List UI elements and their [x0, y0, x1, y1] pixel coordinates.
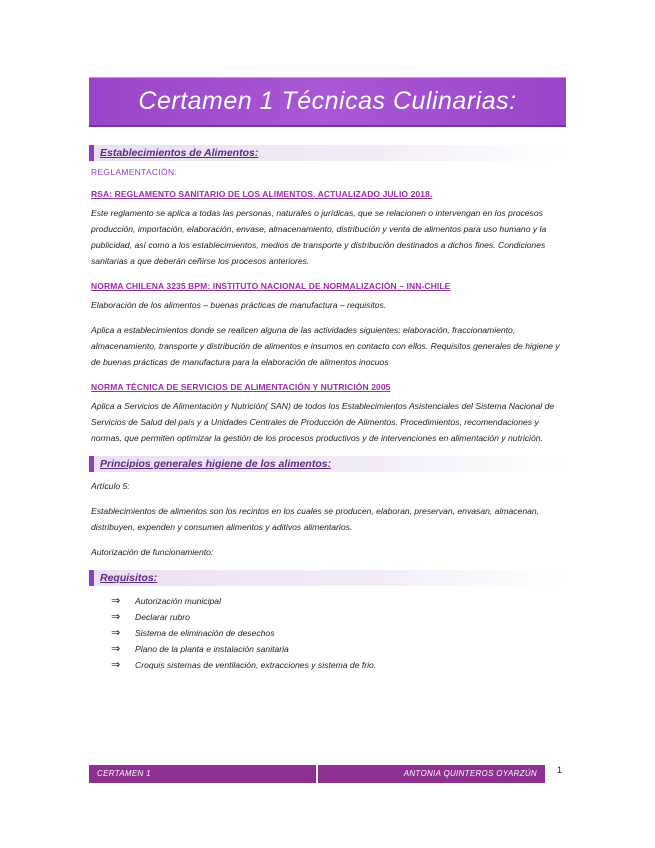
list-item: [111, 593, 566, 609]
norma-tecnica-paragraph: Aplica a Servicios de Alimentación y Nutrición( SAN) de todos los Establecimientos Asistenciales del Sistema Nacional de Servicios de Salud del país y a Unidades Centrales de Producción de Alimentos. Procedimientos, recomendaciones y normas, que permiten optimizar la gestión de los procesos productivos y de intervenciones en alimentación y nutrición.: [91, 401, 555, 443]
rsa-paragraph: Este reglamento se aplica a todas las personas, naturales o jurídicas, que se relacionen o intervengan en los procesos producción, importación, elaboración, envase, almacenamiento, distribución y venta de alimentos para uso humano y la publicidad, así como a los establecimientos, medios de transporte y distribución destinados a dichos fines. Condiciones sanitarias a que deberán ceñirse los procesos anteriores.: [91, 208, 547, 266]
list-item-text: Autorización municipal: [135, 596, 221, 606]
list-item: [111, 609, 566, 625]
list-item: [111, 657, 566, 673]
page-number: 1: [557, 765, 563, 775]
list-item-text: Plano de la planta e instalación sanitaria: [135, 644, 289, 654]
norma-chilena-heading: NORMA CHILENA 3235 BPM: INSTITUTO NACIONAL DE NORMALIZACIÓN – INN-CHILE: [91, 281, 451, 291]
double-arrow-icon: ⇒: [111, 595, 121, 607]
section-heading-principios: Principios generales higiene de los alimentos:: [89, 456, 566, 472]
list-item-text: Croquis sistemas de ventilación, extracciones y sistema de frio.: [135, 660, 377, 670]
section-heading-requisitos: Requisitos:: [89, 570, 566, 586]
list-item: [111, 641, 566, 657]
document-body: [91, 145, 566, 673]
norma-paragraph-1: Elaboración de los alimentos – buenas prácticas de manufactura – requisitos.: [91, 300, 387, 310]
norma-tecnica-heading: NORMA TÉCNICA DE SERVICIOS DE ALIMENTACIÓN Y NUTRICIÓN 2005: [91, 382, 391, 392]
section-heading-establecimientos: Establecimientos de Alimentos:: [89, 145, 566, 161]
requisitos-list: [91, 593, 566, 673]
footer-left-text: CERTAMEN 1: [89, 765, 316, 783]
footer-author: ANTONIA QUINTEROS OYARZÚN: [318, 765, 545, 783]
norma-paragraph-2: Aplica a establecimientos donde se realicen alguna de las actividades siguientes: elaboración, fraccionamiento, almacenamiento, transporte y distribución de alimentos e insumos en contacto con ellos. Requisitos generales de higiene y de buenas prácticas de manufactura para la elaboración de alimentos inocuos: [91, 325, 560, 367]
list-item-text: Declarar rubro: [135, 612, 190, 622]
list-item-text: Sistema de eliminación de desechos: [135, 628, 275, 638]
title-banner: [89, 77, 566, 127]
double-arrow-icon: ⇒: [111, 643, 121, 655]
double-arrow-icon: ⇒: [111, 611, 121, 623]
reglamentacion-label: REGLAMENTACIÓN:: [91, 167, 178, 177]
double-arrow-icon: ⇒: [111, 659, 121, 671]
double-arrow-icon: ⇒: [111, 627, 121, 639]
list-item: [111, 625, 566, 641]
articulo-label: Artículo 5:: [91, 481, 130, 491]
page-footer: [89, 765, 545, 783]
document-title: Certamen 1 Técnicas Culinarias:: [138, 87, 517, 115]
principios-paragraph: Establecimientos de alimentos son los recintos en los cuales se producen, elaboran, preservan, envasan, almacenan, distribuyen, expenden y consumen alimentos y aditivos alimentarios.: [91, 506, 540, 532]
autorizacion-label: Autorización de funcionamiento:: [91, 547, 214, 557]
rsa-heading: RSA: REGLAMENTO SANITARIO DE LOS ALIMENTOS. ACTUALIZADO JULIO 2018.: [91, 189, 433, 199]
